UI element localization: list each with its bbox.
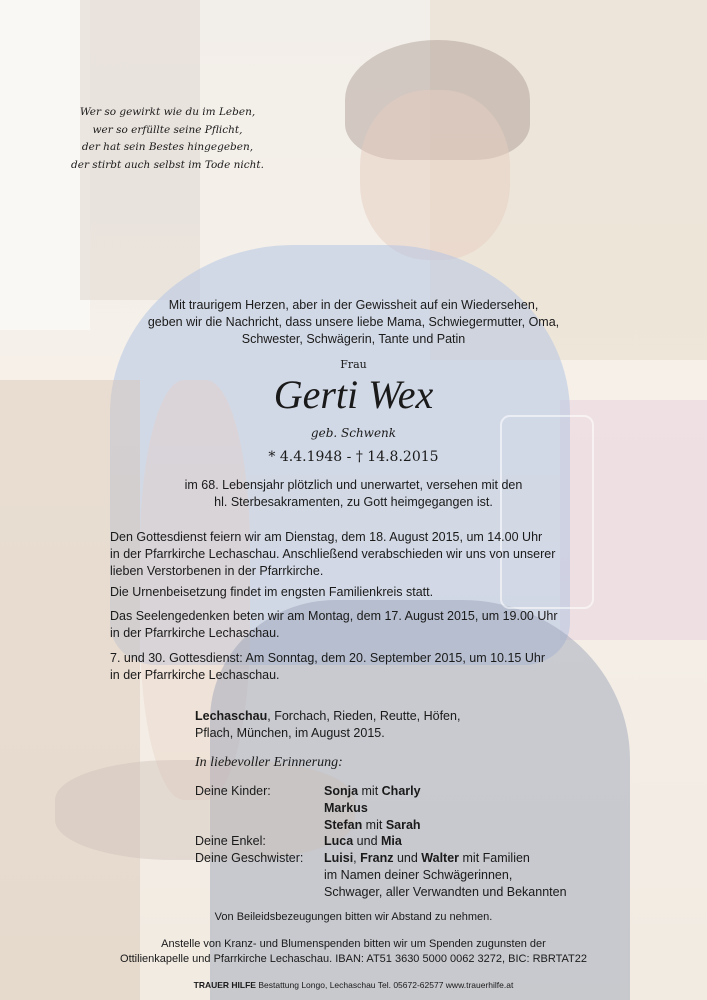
children-line (324, 817, 421, 834)
connector: mit (358, 784, 382, 798)
passing-text (0, 477, 707, 511)
intro-line: Mit traurigem Herzen, aber in der Gewissheit auf ein Wiedersehen, (168, 298, 539, 312)
maiden-name: geb. Schwenk (310, 426, 397, 440)
sibling-name: Walter (421, 851, 460, 865)
deceased-name: Gerti Wex (273, 372, 434, 417)
children-line (324, 800, 368, 817)
sibling-name: Luisi (324, 851, 354, 865)
partner-name: Charly (381, 784, 421, 798)
rosary-line: in der Pfarrkirche Lechaschau. (110, 626, 280, 640)
verse-line: wer so erfüllte seine Pflicht, (92, 123, 243, 136)
connector: und (393, 851, 422, 865)
child-name: Sonja (324, 784, 359, 798)
siblings-label: Deine Geschwister: (195, 851, 304, 865)
connector: mit (362, 818, 386, 832)
grandchild-name: Mia (381, 834, 402, 848)
children-line (324, 783, 421, 800)
children-label: Deine Kinder: (195, 784, 271, 798)
verse-line: der hat sein Bestes hingegeben, (81, 141, 254, 153)
funeral-line: in der Pfarrkirche Lechaschau. Anschließend verabschieden wir uns von unserer (110, 547, 556, 561)
places-rest: , Forchach, Rieden, Reutte, Höfen, (267, 709, 461, 723)
donation-note (0, 937, 707, 967)
rosary-paragraph (110, 608, 610, 642)
verse-line: der stirbt auch selbst im Tode nicht. (71, 158, 264, 171)
places-main: Lechaschau (195, 709, 268, 723)
passing-line: im 68. Lebensjahr plötzlich und unerwartet, versehen mit den (184, 478, 523, 492)
memorial-line: 7. und 30. Gottesdienst: Am Sonntag, dem 20. September 2015, um 10.15 Uhr (110, 651, 545, 665)
intro-text (0, 297, 707, 348)
remembrance-heading: In liebevoller Erinnerung: (195, 755, 343, 770)
funeral-line: Den Gottesdienst feiern wir am Dienstag, dem 18. August 2015, um 14.00 Uhr (110, 530, 543, 544)
donation-line: Anstelle von Kranz- und Blumenspenden bitten wir um Spenden zugunsten der (161, 938, 546, 950)
grandchildren-label: Deine Enkel: (195, 834, 266, 848)
memorial-paragraph (110, 650, 610, 684)
intro-line: Schwester, Schwägerin, Tante und Patin (241, 332, 466, 346)
funeral-paragraph (110, 529, 610, 580)
partner-name: Sarah (385, 818, 421, 832)
donation-line: Ottilienkapelle und Pfarrkirche Lechaschau. IBAN: AT51 3630 5000 0062 3272, BIC: RBRTAT22 (120, 953, 587, 965)
condolence-note: Von Beileidsbezeugungen bitten wir Abstand zu nehmen. (214, 911, 493, 923)
siblings-line (324, 850, 530, 867)
connector: , (353, 851, 361, 865)
intro-line: geben wir die Nachricht, dass unsere liebe Mama, Schwiegermutter, Oma, (147, 315, 560, 329)
footer-text: Bestattung Longo, Lechaschau Tel. 05672-62577 www.trauerhilfe.at (255, 980, 514, 990)
footer-brand: TRAUER HILFE (193, 980, 256, 990)
connector: und (353, 834, 381, 848)
verse-line: Wer so gewirkt wie du im Leben, (79, 106, 256, 118)
places-line (195, 708, 595, 725)
connector: mit Familien (459, 851, 530, 865)
grandchildren-line (324, 833, 402, 850)
child-name: Markus (324, 801, 368, 815)
siblings-extra-line: im Namen deiner Schwägerinnen, (324, 868, 513, 882)
frau-label: Frau (340, 358, 367, 371)
places-block (195, 708, 595, 742)
rosary-line: Das Seelengedenken beten wir am Montag, dem 17. August 2015, um 19.00 Uhr (110, 609, 558, 623)
child-name: Stefan (324, 818, 363, 832)
siblings-extra-line: Schwager, aller Verwandten und Bekannten (324, 885, 567, 899)
passing-line: hl. Sterbesakramenten, zu Gott heimgegangen ist. (214, 495, 493, 509)
sibling-name: Franz (360, 851, 394, 865)
life-dates: * 4.4.1948 - † 14.8.2015 (268, 449, 439, 465)
places-line-2: Pflach, München, im August 2015. (195, 726, 385, 740)
verse (60, 104, 275, 174)
grandchild-name: Luca (324, 834, 354, 848)
memorial-line: in der Pfarrkirche Lechaschau. (110, 668, 280, 682)
funeral-line: lieben Verstorbenen in der Pfarrkirche. (110, 564, 324, 578)
footer (0, 980, 707, 990)
urn-paragraph: Die Urnenbeisetzung findet im engsten Familienkreis statt. (110, 585, 434, 599)
